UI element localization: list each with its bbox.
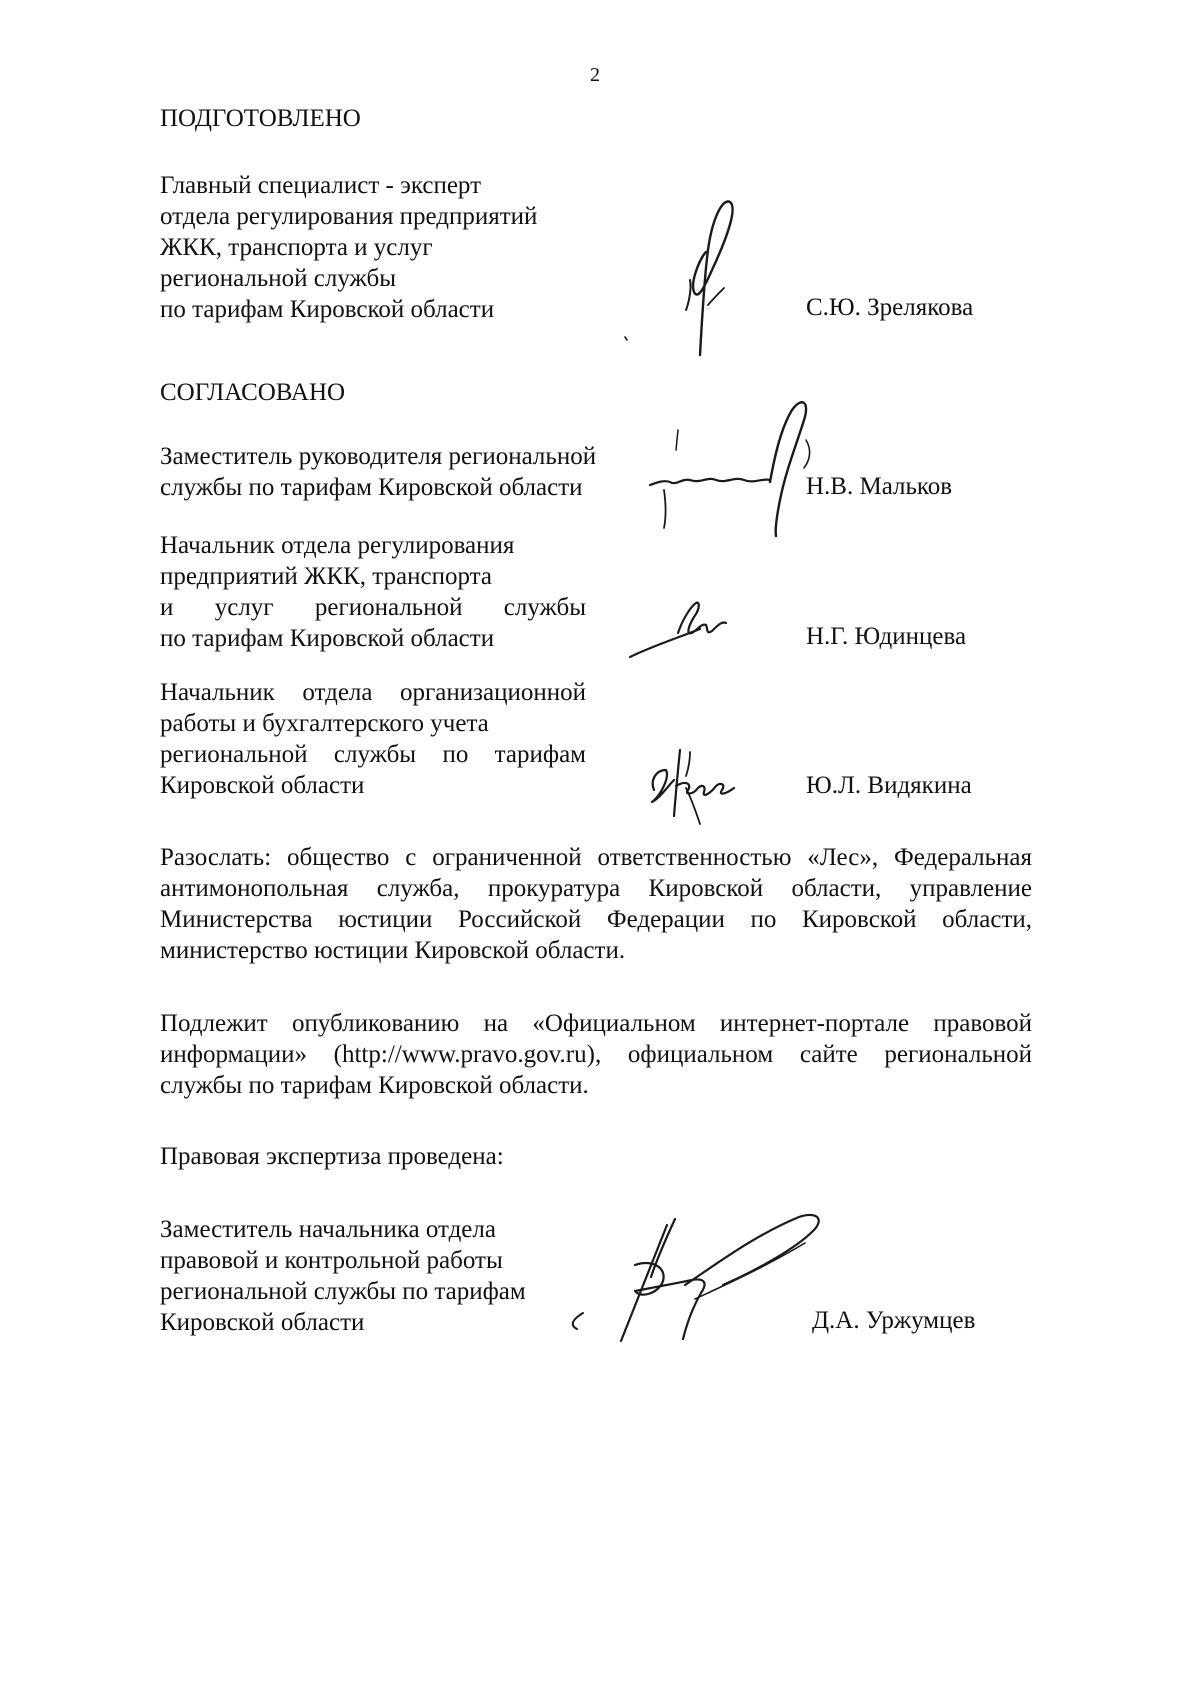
prepared-position [160,170,537,325]
paragraph-line: Министерства юстиции Российской Федерации по Кировской области, [160,906,1032,933]
position-line: службы по тарифам Кировской области [160,474,583,501]
signatory-position [160,441,596,503]
position-line: Кировской области [160,1309,365,1336]
distribution-paragraph [160,842,1032,966]
paragraph-line: Разослать: общество с ограниченной ответственностью «Лес», Федеральная [160,844,1032,871]
paragraph-line: службы по тарифам Кировской области. [160,1072,589,1099]
signatory-name: Ю.Л. Видякина [806,772,972,799]
position-line: по тарифам Кировской области [160,296,495,323]
position-line: Начальник отдела организационной [160,679,586,706]
legal-review-position [160,1214,526,1338]
position-line: Кировской области [160,772,365,799]
paragraph-line: министерство юстиции Кировской области. [160,937,626,964]
position-line: предприятий ЖКК, транспорта [160,563,492,590]
signature-yudintseva [620,595,740,665]
position-line: ЖКК, транспорта и услуг [160,234,433,261]
position-line: региональной службы [160,265,397,292]
prepared-heading: ПОДГОТОВЛЕНО [160,105,361,132]
agreed-heading: СОГЛАСОВАНО [160,379,346,406]
legal-review-heading: Правовая экспертиза проведена: [160,1143,504,1170]
position-line: работы и бухгалтерского учета [160,710,489,737]
position-line: Главный специалист - эксперт [160,172,482,199]
signature-vidyakina [630,740,760,830]
position-line: Заместитель начальника отдела [160,1216,496,1243]
legal-review-name: Д.А. Уржумцев [812,1307,976,1334]
position-line: правовой и контрольной работы [160,1247,503,1274]
paragraph-line: Подлежит опубликованию на «Официальном интернет-портале правовой [160,1010,1032,1037]
signature-zrelyakova [660,180,760,370]
signatory-name: Н.В. Мальков [806,473,953,500]
position-line: региональной службы по тарифам [160,1278,526,1305]
signatory-position [160,530,586,654]
signatory-name: Н.Г. Юдинцева [806,623,967,650]
paragraph-line: антимонопольная служба, прокуратура Кировской области, управление [160,875,1032,902]
position-line: Заместитель руководителя региональной [160,443,597,470]
publication-paragraph [160,1008,1032,1101]
position-line: и услуг региональной службы [160,594,586,621]
position-line: Начальник отдела регулирования [160,532,515,559]
position-line: по тарифам Кировской области [160,625,495,652]
prepared-name: С.Ю. Зрелякова [806,294,974,321]
position-line: региональной службы по тарифам [160,741,586,768]
position-line: отдела регулирования предприятий [160,203,538,230]
signature-urzhumtsev [555,1205,845,1355]
signatory-position [160,677,586,801]
paragraph-line: информации» (http://www.pravo.gov.ru), официальном сайте региональной [160,1041,1032,1068]
page-number: 2 [590,64,600,86]
signature-malkov [620,390,840,550]
